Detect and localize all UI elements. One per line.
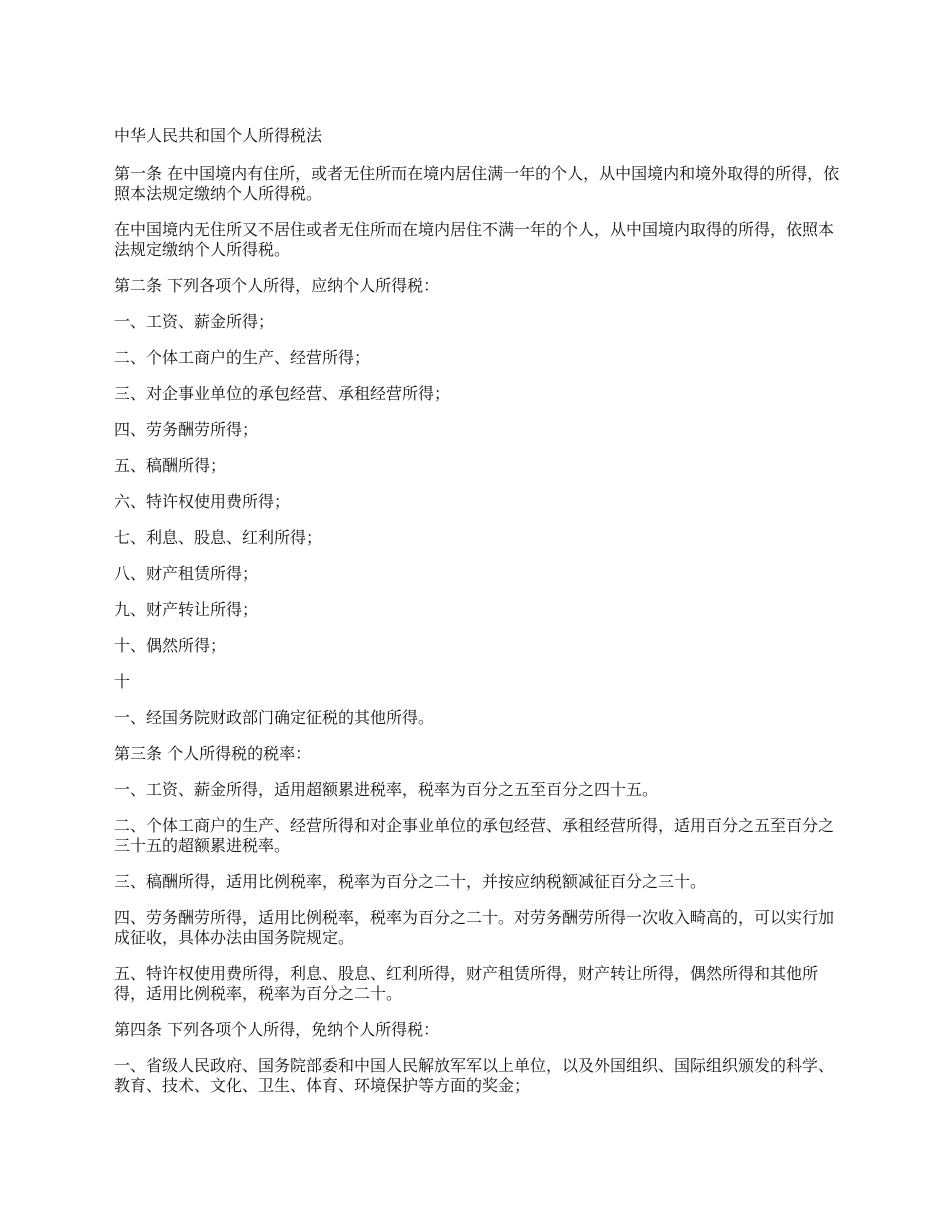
paragraph: 第一条 在中国境内有住所，或者无住所而在境内居住满一年的个人，从中国境内和境外取得的所得，依照本法规定缴纳个人所得税。 [114,164,840,203]
paragraph: 一、工资、薪金所得，适用超额累进税率，税率为百分之五至百分之四十五。 [114,780,659,799]
paragraph: 八、财产租赁所得； [114,564,259,583]
paragraph: 第四条 下列各项个人所得，免纳个人所得税： [114,1020,440,1039]
paragraph: 第二条 下列各项个人所得，应纳个人所得税： [114,276,440,295]
paragraph: 在中国境内无住所又不居住或者无住所而在境内居住不满一年的个人，从中国境内取得的所得，依照本法规定缴纳个人所得税。 [114,220,835,259]
paragraph: 十 [114,672,131,691]
paragraph: 一、工资、薪金所得； [114,312,275,331]
paragraph: 二、个体工商户的生产、经营所得； [114,348,371,367]
paragraph: 五、稿酬所得； [114,456,227,475]
paragraph: 三、稿酬所得，适用比例税率，税率为百分之二十，并按应纳税额减征百分之三十。 [114,872,707,891]
paragraph: 五、特许权使用费所得，利息、股息、红利所得，财产租赁所得，财产转让所得，偶然所得和其他所得，适用比例税率，税率为百分之二十。 [114,964,819,1003]
paragraph: 六、特许权使用费所得； [114,492,291,511]
paragraph: 四、劳务酬劳所得，适用比例税率，税率为百分之二十。对劳务酬劳所得一次收入畸高的，可以实行加成征收，具体办法由国务院规定。 [114,908,835,947]
paragraph: 九、财产转让所得； [114,600,259,619]
paragraph: 四、劳务酬劳所得； [114,420,259,439]
paragraph: 十、偶然所得； [114,636,227,655]
paragraph: 一、经国务院财政部门确定征税的其他所得。 [114,708,435,727]
paragraph: 第三条 个人所得税的税率： [114,744,312,763]
paragraph: 三、对企事业单位的承包经营、承租经营所得； [114,384,451,403]
document-title: 中华人民共和国个人所得税法 [114,126,323,145]
paragraph: 一、省级人民政府、国务院部委和中国人民解放军军以上单位，以及外国组织、国际组织颁发的科学、教育、技术、文化、卫生、体育、环境保护等方面的奖金； [114,1056,835,1095]
paragraph: 七、利息、股息、红利所得； [114,528,323,547]
document-page [114,126,844,1112]
paragraph: 二、个体工商户的生产、经营所得和对企事业单位的承包经营、承租经营所得，适用百分之五至百分之三十五的超额累进税率。 [114,816,835,855]
